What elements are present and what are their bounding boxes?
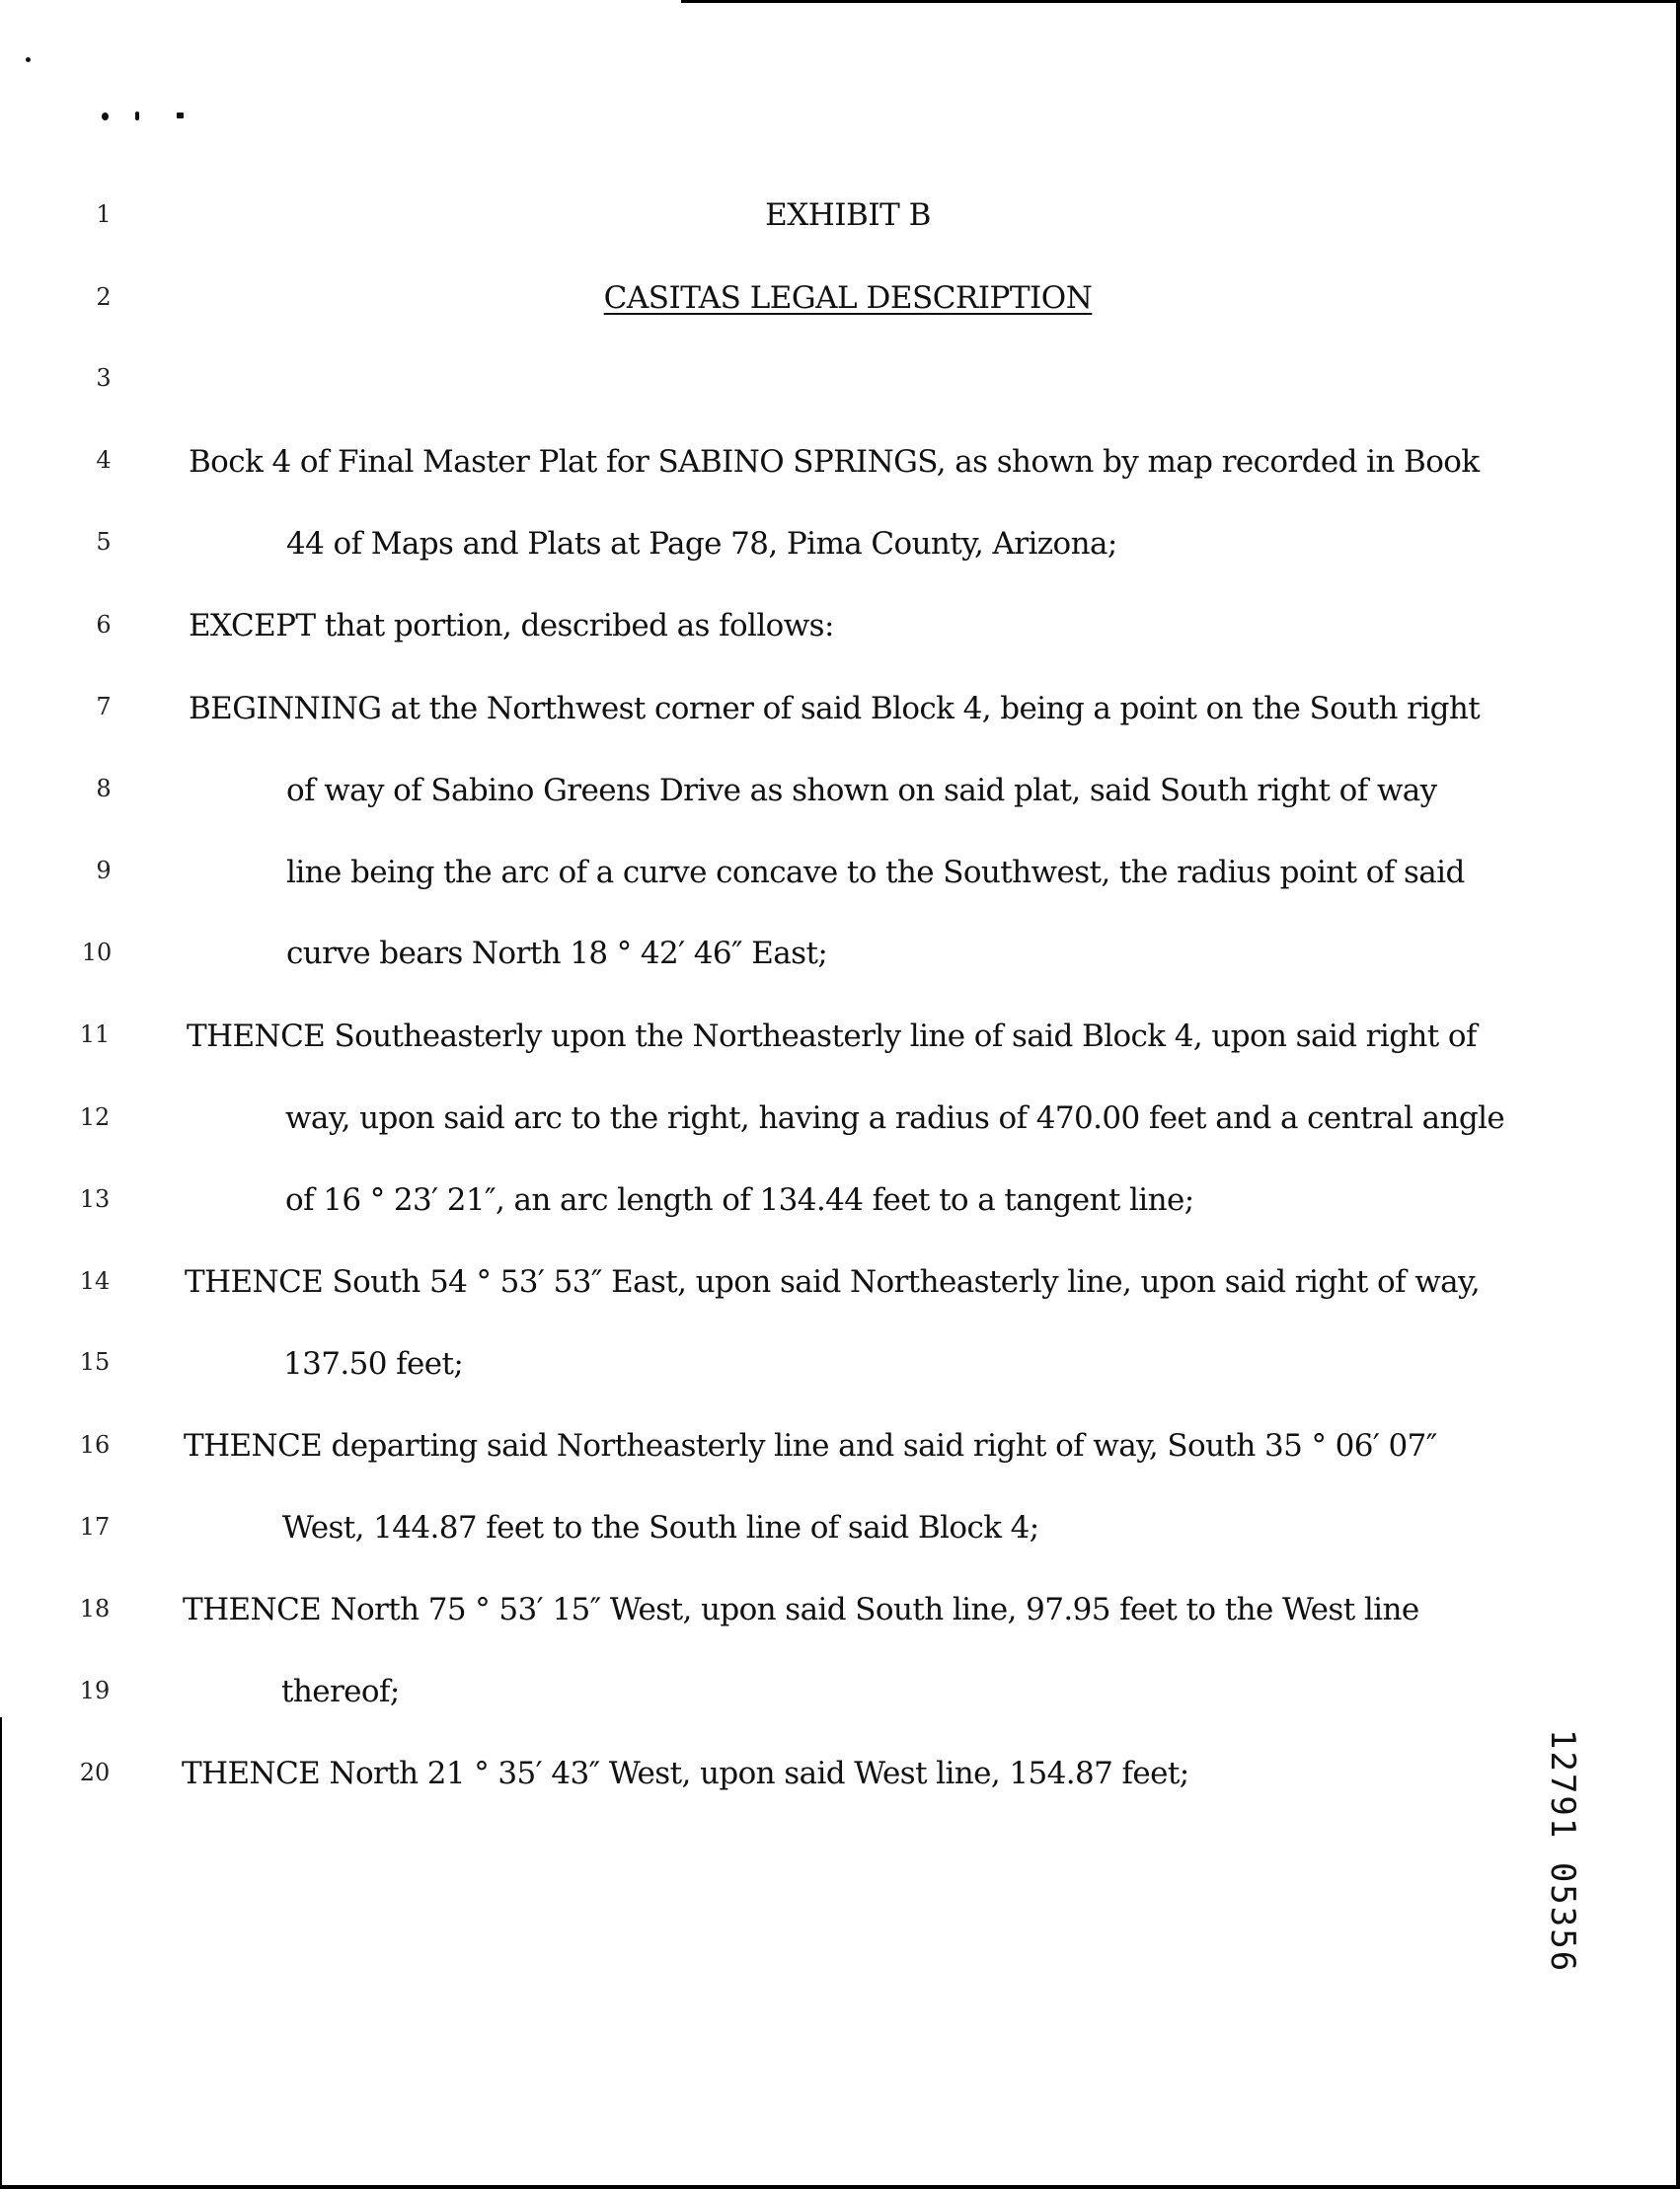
body-line: curve bears North 18 ° 42′ 46″ East; <box>286 936 828 971</box>
scan-bottom-border <box>0 2185 1680 2189</box>
line-number: 4 <box>96 446 112 474</box>
line-number: 13 <box>79 1185 111 1213</box>
line-number: 16 <box>79 1431 111 1459</box>
body-line: 44 of Maps and Plats at Page 78, Pima County, Arizona; <box>286 526 1117 562</box>
scan-top-border <box>681 0 1680 3</box>
line-number: 15 <box>79 1348 111 1376</box>
document-subheading <box>0 280 1680 316</box>
body-line: EXCEPT that portion, described as follows: <box>189 608 834 643</box>
body-line: of way of Sabino Greens Drive as shown on said plat, said South right of way <box>286 773 1437 808</box>
line-number: 9 <box>96 857 112 884</box>
line-number: 20 <box>79 1759 111 1786</box>
line-number: 6 <box>96 611 112 639</box>
body-line: Bock 4 of Final Master Plat for SABINO SPRINGS, as shown by map recorded in Book <box>189 444 1480 480</box>
line-number: 11 <box>79 1020 111 1048</box>
body-line: THENCE North 21 ° 35′ 43″ West, upon said West line, 154.87 feet; <box>182 1756 1189 1791</box>
recording-stamp: 12791 05356 <box>1543 1729 1582 1974</box>
body-line: THENCE South 54 ° 53′ 53″ East, upon said Northeasterly line, upon said right of way, <box>185 1264 1481 1300</box>
body-line: thereof; <box>281 1674 400 1709</box>
line-number: 14 <box>79 1267 111 1295</box>
line-number: 3 <box>96 364 112 392</box>
line-number: 5 <box>96 528 112 556</box>
scan-speck <box>26 57 31 62</box>
body-line: 137.50 feet; <box>283 1346 464 1382</box>
exhibit-heading <box>0 197 1680 233</box>
line-number: 7 <box>96 693 112 720</box>
body-line: THENCE departing said Northeasterly line and said right of way, South 35 ° 06′ 07″ <box>184 1428 1437 1464</box>
line-number: 1 <box>96 200 112 228</box>
scan-speck <box>135 112 139 120</box>
line-number: 8 <box>96 775 112 802</box>
line-number: 10 <box>81 939 113 966</box>
body-line: line being the arc of a curve concave to the Southwest, the radius point of said <box>286 855 1465 890</box>
scan-left-edge <box>0 1717 2 2189</box>
body-line: THENCE North 75 ° 53′ 15″ West, upon said South line, 97.95 feet to the West line <box>183 1592 1419 1627</box>
line-number: 19 <box>79 1677 111 1704</box>
body-line: BEGINNING at the Northwest corner of said Block 4, being a point on the South right <box>189 691 1481 726</box>
document-subheading-text: CASITAS LEGAL DESCRIPTION <box>603 280 1093 316</box>
body-line: way, upon said arc to the right, having a radius of 470.00 feet and a central angle <box>285 1100 1505 1136</box>
scan-speck <box>102 113 109 120</box>
line-number: 12 <box>79 1103 111 1131</box>
line-number: 2 <box>96 283 112 311</box>
line-number: 18 <box>79 1595 111 1623</box>
body-line: of 16 ° 23′ 21″, an arc length of 134.44 feet to a tangent line; <box>285 1182 1194 1218</box>
body-line: THENCE Southeasterly upon the Northeasterly line of said Block 4, upon said right of <box>187 1019 1477 1054</box>
line-number: 17 <box>79 1513 111 1541</box>
exhibit-heading-text: EXHIBIT B <box>765 197 931 233</box>
scan-right-border <box>1676 0 1680 2189</box>
body-line: West, 144.87 feet to the South line of said Block 4; <box>282 1510 1039 1546</box>
scan-speck <box>177 113 184 118</box>
